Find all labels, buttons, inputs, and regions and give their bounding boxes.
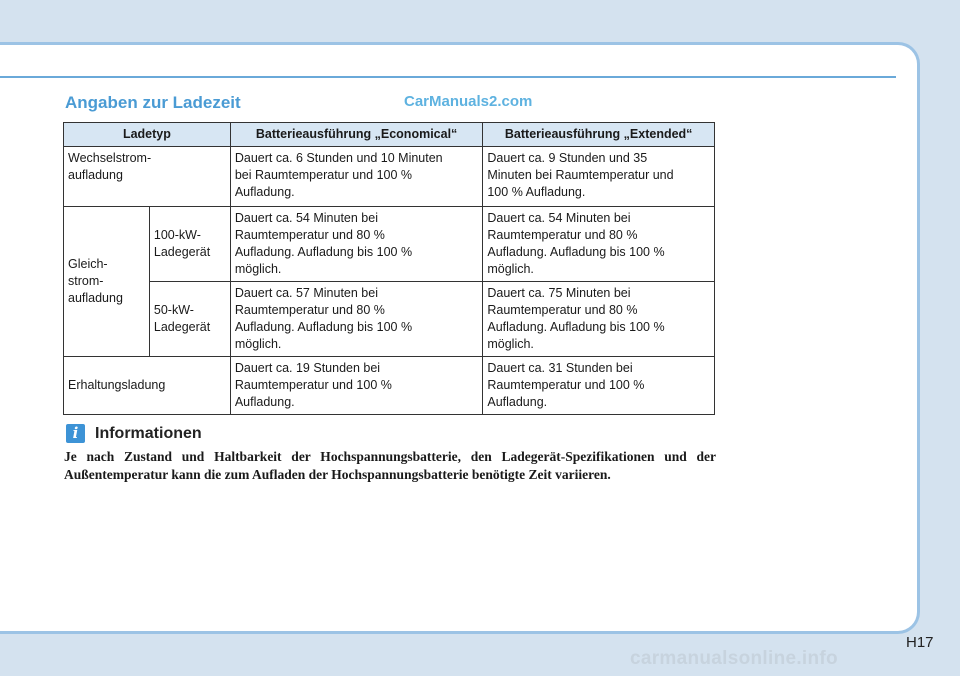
info-icon: i — [66, 424, 85, 443]
header-extended: Batterieausführung „Extended“ — [483, 123, 715, 147]
page-number: H17 — [906, 634, 934, 651]
table-row — [64, 357, 715, 415]
info-body: Je nach Zustand und Haltbarkeit der Hochspannungsbatterie, den Ladegerät-Spezifikationen und der Außentemperatur kann die zum Aufladen der Hochspannungsbatterie benötigte Zeit variieren. — [64, 449, 716, 482]
cell-charger-100kw: 100-kW- Ladegerät — [149, 207, 230, 282]
cell-100kw-economical: Dauert ca. 54 Minuten bei Raumtemperatur und 80 % Aufladung. Aufladung bis 100 % möglich. — [230, 207, 483, 282]
section-title: Angaben zur Ladezeit — [65, 93, 241, 112]
cell-trickle-extended: Dauert ca. 31 Stunden bei Raumtemperatur und 100 % Aufladung. — [483, 357, 715, 415]
cell-ac-economical: Dauert ca. 6 Stunden und 10 Minuten bei Raumtemperatur und 100 % Aufladung. — [230, 147, 483, 207]
cell-type-dc: Gleich- strom- aufladung — [64, 207, 150, 357]
top-rule — [0, 76, 896, 78]
table-row — [64, 147, 715, 207]
table-row — [64, 207, 715, 282]
header-charge-type: Ladetyp — [64, 123, 231, 147]
cell-trickle-economical: Dauert ca. 19 Stunden bei Raumtemperatur und 100 % Aufladung. — [230, 357, 483, 415]
watermark-link[interactable]: CarManuals2.com — [404, 93, 533, 110]
cell-type-ac: Wechselstrom- aufladung — [64, 147, 231, 207]
header-economical: Batterieausführung „Economical“ — [230, 123, 483, 147]
table-header-row — [64, 123, 715, 147]
info-title: Informationen — [95, 424, 202, 442]
cell-ac-extended: Dauert ca. 9 Stunden und 35 Minuten bei Raumtemperatur und 100 % Aufladung. — [483, 147, 715, 207]
cell-50kw-extended: Dauert ca. 75 Minuten bei Raumtemperatur und 80 % Aufladung. Aufladung bis 100 % möglich. — [483, 282, 715, 357]
table-row — [64, 282, 715, 357]
footer-watermark[interactable]: carmanualsonline.info — [630, 648, 838, 669]
cell-50kw-economical: Dauert ca. 57 Minuten bei Raumtemperatur und 80 % Aufladung. Aufladung bis 100 % möglich. — [230, 282, 483, 357]
cell-100kw-extended: Dauert ca. 54 Minuten bei Raumtemperatur und 80 % Aufladung. Aufladung bis 100 % möglich. — [483, 207, 715, 282]
info-heading — [66, 424, 202, 443]
cell-charger-50kw: 50-kW- Ladegerät — [149, 282, 230, 357]
charging-time-table — [63, 122, 715, 415]
cell-type-trickle: Erhaltungsladung — [64, 357, 231, 415]
